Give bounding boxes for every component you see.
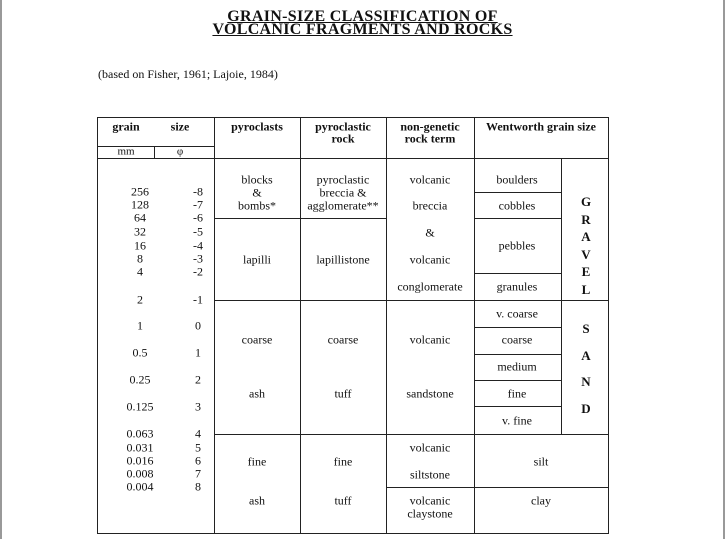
line-pebbles xyxy=(474,273,562,274)
phi-value: 8 xyxy=(195,479,201,494)
phi-value: -8 xyxy=(193,184,203,199)
gravel-letter: R xyxy=(581,211,591,227)
ng-volcanic-4: volcanic xyxy=(409,440,451,455)
mm-value: 0.25 xyxy=(129,372,151,387)
phi-value: -5 xyxy=(193,224,203,239)
col-divider-5 xyxy=(561,159,562,435)
mm-value: 256 xyxy=(131,184,149,199)
sand-label xyxy=(576,316,596,422)
row-line-sand-silt xyxy=(214,434,609,435)
header-grain: grain xyxy=(112,119,140,134)
gravel-letter: G xyxy=(580,194,592,209)
w-medium: medium xyxy=(497,359,537,374)
header-pyroclastic-rock-2: rock xyxy=(331,131,355,146)
phi-value: 1 xyxy=(195,345,201,360)
sand-letter: S xyxy=(582,321,590,336)
header-size: size xyxy=(170,119,190,134)
w-vcoarse: v. coarse xyxy=(496,306,538,321)
sand-letter: D xyxy=(581,400,591,416)
mm-value: 0.008 xyxy=(126,466,154,481)
header-nongenetic-1: non-genetic xyxy=(400,119,460,134)
ng-siltstone: siltstone xyxy=(409,467,451,482)
w-cobbles: cobbles xyxy=(498,198,536,213)
line-vcoarse xyxy=(474,327,562,328)
sand-letter: A xyxy=(581,347,591,363)
mm-value: 0.016 xyxy=(126,453,154,468)
mm-value: 64 xyxy=(134,210,146,225)
rock-coarse: coarse xyxy=(327,332,359,347)
gravel-letter: L xyxy=(581,281,591,297)
phi-value: 3 xyxy=(195,399,201,414)
pyro-blocks-2: & xyxy=(252,185,262,200)
w-pebbles: pebbles xyxy=(498,238,536,253)
rock-fine: fine xyxy=(333,454,353,469)
rock-breccia-1: pyroclastic xyxy=(316,172,370,187)
pyro-ash-1: ash xyxy=(249,386,265,401)
table-border-top xyxy=(97,117,609,118)
col-divider-1 xyxy=(214,117,215,534)
ng-breccia: breccia xyxy=(412,198,448,213)
line-fine xyxy=(474,406,562,407)
w-coarse: coarse xyxy=(501,332,533,347)
ng-sandstone: sandstone xyxy=(406,386,454,401)
w-vfine: v. fine xyxy=(502,413,532,428)
pyro-blocks-1: blocks xyxy=(241,172,273,187)
title-line-2: VOLCANIC FRAGMENTS AND ROCKS xyxy=(212,21,513,38)
phi-value: 6 xyxy=(195,453,201,468)
phi-value: -7 xyxy=(193,197,203,212)
phi-value: 0 xyxy=(195,318,201,333)
ng-volcanic-2: volcanic xyxy=(409,252,451,267)
gravel-label xyxy=(576,193,596,298)
header-wentworth: Wentworth grain size xyxy=(486,119,596,134)
rock-tuff-1: tuff xyxy=(334,386,352,401)
row-line-silt-clay xyxy=(386,487,609,488)
line-boulders xyxy=(474,192,562,193)
mm-value: 0.125 xyxy=(126,399,154,414)
mm-value: 4 xyxy=(137,264,143,279)
rock-breccia-3: agglomerate** xyxy=(307,198,379,213)
mm-value: 8 xyxy=(137,251,143,266)
w-granules: granules xyxy=(496,279,538,294)
header-mm: mm xyxy=(117,145,135,158)
mm-value: 128 xyxy=(131,197,149,212)
source-citation: (based on Fisher, 1961; Lajoie, 1984) xyxy=(98,67,278,81)
mm-value: 1 xyxy=(137,318,143,333)
pyro-fine: fine xyxy=(247,454,267,469)
gravel-letter: A xyxy=(581,229,591,244)
mm-value: 32 xyxy=(134,224,146,239)
line-cobbles xyxy=(474,218,562,219)
header-line xyxy=(97,158,609,159)
ng-volcanic-5: volcanic xyxy=(409,493,451,508)
mm-value: 16 xyxy=(134,238,146,253)
pyro-blocks-3: bombs* xyxy=(237,198,277,213)
w-boulders: boulders xyxy=(496,172,538,187)
phi-value: -6 xyxy=(193,210,203,225)
gravel-letter: V xyxy=(581,246,591,262)
header-pyroclasts: pyroclasts xyxy=(231,119,283,134)
phi-value: -3 xyxy=(193,251,203,266)
table-border-right xyxy=(608,117,609,534)
row-line-gravel-sand xyxy=(214,300,609,301)
ng-amp: & xyxy=(425,225,435,240)
row-line-blocks xyxy=(214,218,387,219)
phi-value: -2 xyxy=(193,264,203,279)
sand-letter: N xyxy=(581,374,591,389)
table-border-left xyxy=(97,117,98,534)
mm-value: 0.5 xyxy=(132,345,148,360)
phi-value: 2 xyxy=(195,372,201,387)
col-divider-2 xyxy=(300,117,301,534)
phi-value: -4 xyxy=(193,238,203,253)
col-divider-3 xyxy=(386,117,387,534)
header-nongenetic-2: rock term xyxy=(404,131,456,146)
rock-breccia-2: breccia & xyxy=(319,185,367,200)
gravel-letter: E xyxy=(581,264,591,279)
w-fine: fine xyxy=(507,386,527,401)
ng-volcanic-3: volcanic xyxy=(409,332,451,347)
mm-value: 0.063 xyxy=(126,426,154,441)
ng-claystone: claystone xyxy=(407,506,453,521)
header-line-grain xyxy=(97,146,215,147)
w-silt: silt xyxy=(533,454,549,469)
phi-value: 7 xyxy=(195,466,201,481)
rock-lapillistone: lapillistone xyxy=(316,252,370,267)
phi-value: -1 xyxy=(193,292,203,307)
header-pyroclastic-rock-1: pyroclastic xyxy=(315,119,371,134)
mm-value: 0.031 xyxy=(126,440,154,455)
title-line-1: GRAIN-SIZE CLASSIFICATION OF xyxy=(227,8,498,25)
pyro-ash-2: ash xyxy=(249,493,265,508)
w-clay: clay xyxy=(531,493,551,508)
ng-conglomerate: conglomerate xyxy=(397,279,463,294)
col-divider-4 xyxy=(474,117,475,534)
phi-value: 5 xyxy=(195,440,201,455)
mm-value: 0.004 xyxy=(126,479,154,494)
pyro-lapilli: lapilli xyxy=(243,252,271,267)
line-medium xyxy=(474,380,562,381)
line-coarse xyxy=(474,354,562,355)
mm-value: 2 xyxy=(137,292,143,307)
header-phi: φ xyxy=(176,145,184,158)
mm-phi-divider xyxy=(154,146,155,159)
pyro-coarse: coarse xyxy=(241,332,273,347)
table-border-bottom xyxy=(97,533,609,534)
rock-tuff-2: tuff xyxy=(334,493,352,508)
ng-volcanic-1: volcanic xyxy=(409,172,451,187)
phi-value: 4 xyxy=(195,426,201,441)
